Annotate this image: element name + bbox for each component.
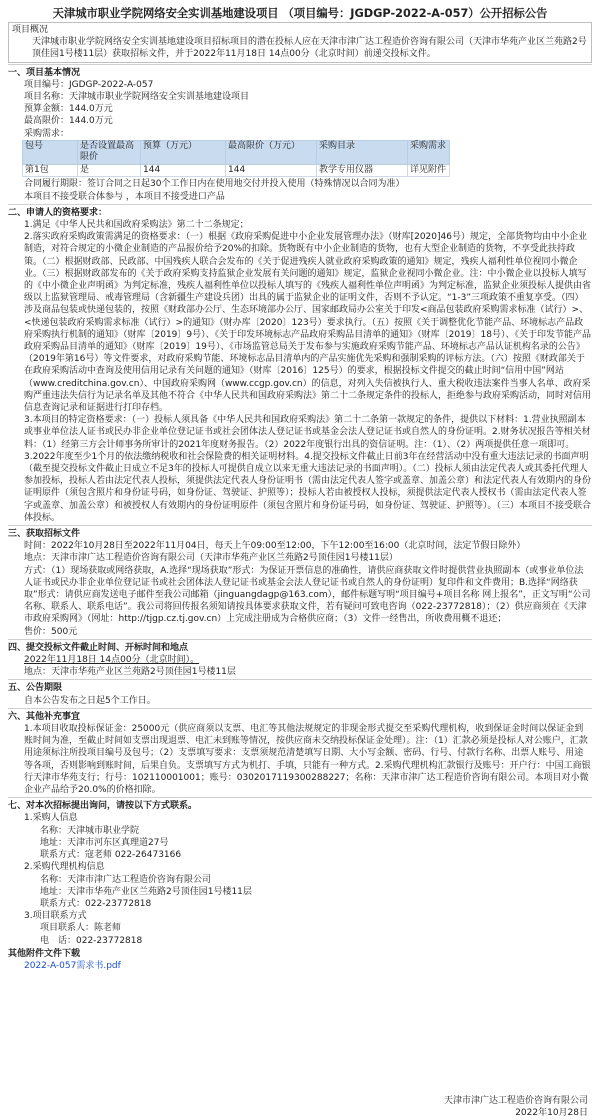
divider — [8, 708, 592, 709]
section-notice-heading: 五、公告期限 — [8, 683, 63, 694]
demand-label: 采购需求： — [24, 128, 70, 139]
divider — [8, 797, 592, 798]
section-notice — [8, 695, 592, 707]
package-table — [22, 140, 450, 178]
overview-label: 项目概况 — [12, 25, 49, 35]
budget-amount: 预算金额：144.0万元 — [24, 104, 113, 115]
table-cell: 144 — [226, 164, 317, 177]
divider — [8, 204, 592, 205]
max-price: 最高限价：144.0万元 — [24, 116, 113, 127]
project-contact-title: 3.项目联系方式 — [24, 911, 87, 922]
table-header-cell: 包号 — [23, 140, 78, 164]
project-contact-phone: 电 话：022-23772818 — [40, 935, 143, 946]
divider — [8, 639, 592, 640]
attachments-heading: 其他附件文件下载 — [8, 948, 81, 959]
section-obtain-heading: 三、获取招标文件 — [8, 529, 81, 540]
contract-info — [8, 178, 592, 202]
agency-name: 名称：天津市津广达工程造价咨询有限公司 — [40, 874, 212, 885]
table-cell: 详见附件 — [408, 164, 450, 177]
contract-term: 合同履行期限：签订合同之日起30个工作日内在使用地交付并投入使用（特殊情况以合同为准） — [24, 179, 405, 190]
attachments-list — [8, 960, 592, 972]
signature-company: 天津市津广达工程造价咨询有限公司 — [443, 1095, 588, 1106]
qualification-item-1: 1.满足《中华人民共和国政府采购法》第二十二条规定； — [24, 219, 249, 230]
table-cell: 是 — [78, 164, 141, 177]
notice-text: 自本公告发布之日起5个工作日。 — [24, 695, 156, 706]
section-deadline-heading: 四、提交投标文件截止时间、开标时间和地点 — [8, 642, 189, 653]
overview-text: 天津城市职业学院网络安全实训基地建设项目招标项目的潜在投标人应在天津市津广达工程造价咨询有限公司（天津市华苑产业区兰苑路2号顶佳园1号楼11层）获取招标文件，并于2022年11月18日 14点00分（北京时间）前递交投标文件。 — [32, 37, 587, 60]
section-other-heading: 六、其他补充事宜 — [8, 711, 81, 722]
obtain-price: 售价：500元 — [24, 626, 78, 637]
divider — [8, 64, 592, 65]
project-code: 项目编号：JGDGP-2022-A-057 — [24, 79, 154, 90]
section-deadline — [8, 654, 592, 678]
table-header-cell: 预算（万元） — [141, 140, 226, 164]
obtain-time: 时间：2022年10月28日至2022年11月04日，每天上午09:00至12:00，下午12:00至16:00（北京时间，法定节假日除外） — [24, 541, 526, 552]
table-header-cell: 是否设置最高限价 — [78, 140, 141, 164]
section-contact — [8, 812, 592, 946]
section-other — [8, 723, 592, 796]
obtain-method: 方式：（1）现场获取或网络获取，A.选择“现场获取”形式：为保证开票信息的准确性，请供应商获取文件时提供营业执照副本（或事业单位法人证书或民办非企业单位登记证书或社会团体法人登记证书或基金会法人登记证书或自然人的身份证明）复印件和文件费用；B.选择“网络获取”形式：请供应商发送电子邮件至我公司邮箱（jinguangdagp@163.com），邮件标题写明“项目编号+项目名称 网上报名”，正文写明“公司名称、联系人、联系电话”。我公司将回传报名须知请按具体要求获取文件，若有疑问可致电咨询（022-23772818）；（2）供应商须在《天津市政府采购网》（网址：http://tjgp.cz.tj.gov.cn）上完成注册成为合格供应商；（3）文件一经售出，所收费用概不退还； — [24, 565, 591, 625]
table-row — [23, 164, 450, 177]
qualification-item-3: 3.本项目的特定资格要求：（一）投标人须具备《中华人民共和国政府采购法》第二十二条第一款规定的条件，提供以下材料：1.营业执照副本或事业单位法人证书或民办非企业单位登记证书或社会团体法人登记证书或基金会法人登记证书或自然人的身份证明。2.财务状况报告等相关材料：（1）经第三方会计师事务所审计的2021年度财务报告。（2）2022年度银行出具的资信证明。注：（1）、（2）两项提供任意一项即可。3.2022年度至少1个月的依法缴纳税收和社会保险费的相关证明材料。4.提交投标文件截止日前3年在经营活动中没有重大违法记录的书面声明（截至提交投标文件截止日成立不足3年的投标人可提供自成立以来无重大违法记录的书面声明）。（二）投标人须由法定代表人或其委托代理人参加投标，投标人若由法定代表人投标，须提供法定代表人身份证明书（需由法定代表人签字或盖章、加盖公章）和法定代表人有效期内的身份证明原件（须包含照片和身份证号码，如身份证、驾驶证、护照等）；投标人若由被授权人投标，须提供法定代表人授权书（需由法定代表人签字或盖章、加盖公章）和被授权人有效期内的身份证明原件（须包含照片和身份证号码，如身份证、驾驶证、护照等）。（三）本项目不接受联合体投标。 — [24, 415, 592, 523]
overview-box — [8, 22, 592, 63]
buyer-title: 1.采购人信息 — [24, 813, 78, 824]
qualification-item-2: 2.落实政府采购政策需满足的资格要求：（一）根据《政府采购促进中小企业发展管理办法》（财库[2020]46号）规定，全部货物均由中小企业制造，对符合规定的小微企业制造的产品报价给予20%的扣除。货物既有中小企业制造的货物，也有大型企业制造的货物，不享受此扶持政策。（二）根据财政部、民政部、中国残疾人联合会发布的《关于促进残疾人就业政府采购政策的通知》规定，残疾人福利性单位视同小微企业。（三）根据财政部发布的《关于政府采购支持监狱企业发展有关问题的通知》规定，监狱企业视同小微企业。注：中小微企业以投标人填写的《中小微企业声明函》为判定标准，残疾人福利性单位以投标人填写的《残疾人福利性单位声明函》为判定标准，监狱企业须投标人提供由省级以上监狱管理局、戒毒管理局（含新疆生产建设兵团）出具的属于监狱企业的证明文件，否则不予认定。“1-3”三项政策不重复享受。（四）涉及商品包装或快递包装的，按照《财政部办公厅、生态环境部办公厅、国家邮政局办公室关于印发<商品包装政府采购需求标准（试行）>、<快递包装政府采购需求标准（试行）>的通知》（财办库〔2020〕123号）要求执行。（五）按照《关于调整优化节能产品、环境标志产品政府采购执行机制的通知》（财库〔2019〕9号）、《关于印发环境标志产品政府采购品目清单的通知》（财库〔2019〕18号）、《关于印发节能产品政府采购品目清单的通知》（财库〔2019〕19号）、《市场监管总局关于发布参与实施政府采购节能产品、环境标志产品认证机构名录的公告》（2019年第16号）等文件要求，对政府采购节能、环境标志品目清单内的产品实施优先采购和强制采购的评标方法。（六）按照《财政部关于在政府采购活动中查询及使用信用记录有关问题的通知》（财库〔2016〕125号）的要求，根据投标文件提交的截止时间“信用中国”网站（www.creditchina.gov.cn）、中国政府采购网（www.ccgp.gov.cn）的信息，对列入失信被执行人、重大税收违法案件当事人名单、政府采购严重违法失信行为记录名单及其他不符合《中华人民共和国政府采购法》第二十二条规定条件的投标人，拒绝参与政府采购活动，同时对信用信息查询记录和证据进行打印存档。 — [24, 232, 592, 413]
section-obtain — [8, 540, 592, 638]
agency-address: 地址：天津市华苑产业区兰苑路2号顶佳园1号楼11层 — [40, 886, 252, 897]
other-text: 1.本项目收取投标保证金：25000元（供应商须以支票、电汇等其他法规规定的非现金形式提交至采购代理机构，收到保证金时间以保证金到账时间为准，至截止时间如支票出现退票、电汇未到账等情况，按供应商未交纳投标保证金处理）。注：（1）汇款必须是投标人对公账户，汇款用途须标注所投项目编号及包号；（2）支票填写要求：支票须规范清楚填写日期、大小写金额、密码、行号、付款行名称、出票人账号、用途等各项，否则影响到账时间，后果自负。支票填写方式为机打、手填，只能有一种方式。2.采购代理机构汇款银行及账号：开户行：中国工商银行天津市华苑支行；行号：102110001001；账号：0302017119300288227；名称：天津市津广达工程造价咨询有限公司。本项目对小微企业产品给予20.0%的价格扣除。 — [24, 724, 591, 796]
obtain-place: 地点：天津市津广达工程造价咨询有限公司（天津市华苑产业区兰苑路2号顶佳园1号楼11层） — [24, 553, 398, 564]
deadline-place: 地点：天津市华苑产业区兰苑路2号顶佳园1号楼11层 — [24, 667, 236, 678]
attachment-file-link[interactable]: 2022-A-057需求书.pdf — [24, 960, 121, 971]
table-header-cell: 采购目录 — [317, 140, 408, 164]
divider — [8, 525, 592, 526]
section-qualification — [8, 219, 592, 524]
buyer-phone: 联系方式：寇老师 022-26473166 — [40, 850, 182, 861]
page-title: 天津城市职业学院网络安全实训基地建设项目 （项目编号：JGDGP-2022-A-057）公开招标公告 — [52, 7, 548, 20]
section-basic — [8, 79, 592, 140]
agency-phone: 联系方式：022-23772818 — [40, 898, 152, 909]
table-header-cell: 采购需求 — [408, 140, 450, 164]
buyer-address: 地址：天津市河东区真理道27号 — [40, 837, 169, 848]
table-cell: 教学专用仪器 — [317, 164, 408, 177]
deadline-time: 2022年11月18日 14点00分（北京时间）。 — [24, 655, 200, 666]
section-contact-heading: 七、对本次招标提出询问，请按以下方式联系。 — [8, 801, 198, 812]
consortium-note: 本项目不接受联合体参与 ，本项目不接受进口产品 — [24, 191, 225, 202]
section-qualification-heading: 二、申请人的资格要求： — [8, 207, 108, 218]
buyer-name: 名称：天津城市职业学院 — [40, 825, 140, 836]
package-table-header — [23, 140, 450, 164]
section-basic-heading: 一、项目基本情况 — [8, 67, 81, 78]
table-cell: 144 — [141, 164, 226, 177]
table-header-cell: 最高限价（万元） — [226, 140, 317, 164]
project-contact-person: 项目联系人：陈老师 — [40, 923, 122, 934]
table-cell: 第1包 — [23, 164, 78, 177]
divider — [8, 679, 592, 680]
signature-date: 2022年10月28日 — [515, 1107, 588, 1118]
project-name: 项目名称：天津城市职业学院网络安全实训基地建设项目 — [24, 92, 250, 103]
agency-title: 2.采购代理机构信息 — [24, 862, 105, 873]
